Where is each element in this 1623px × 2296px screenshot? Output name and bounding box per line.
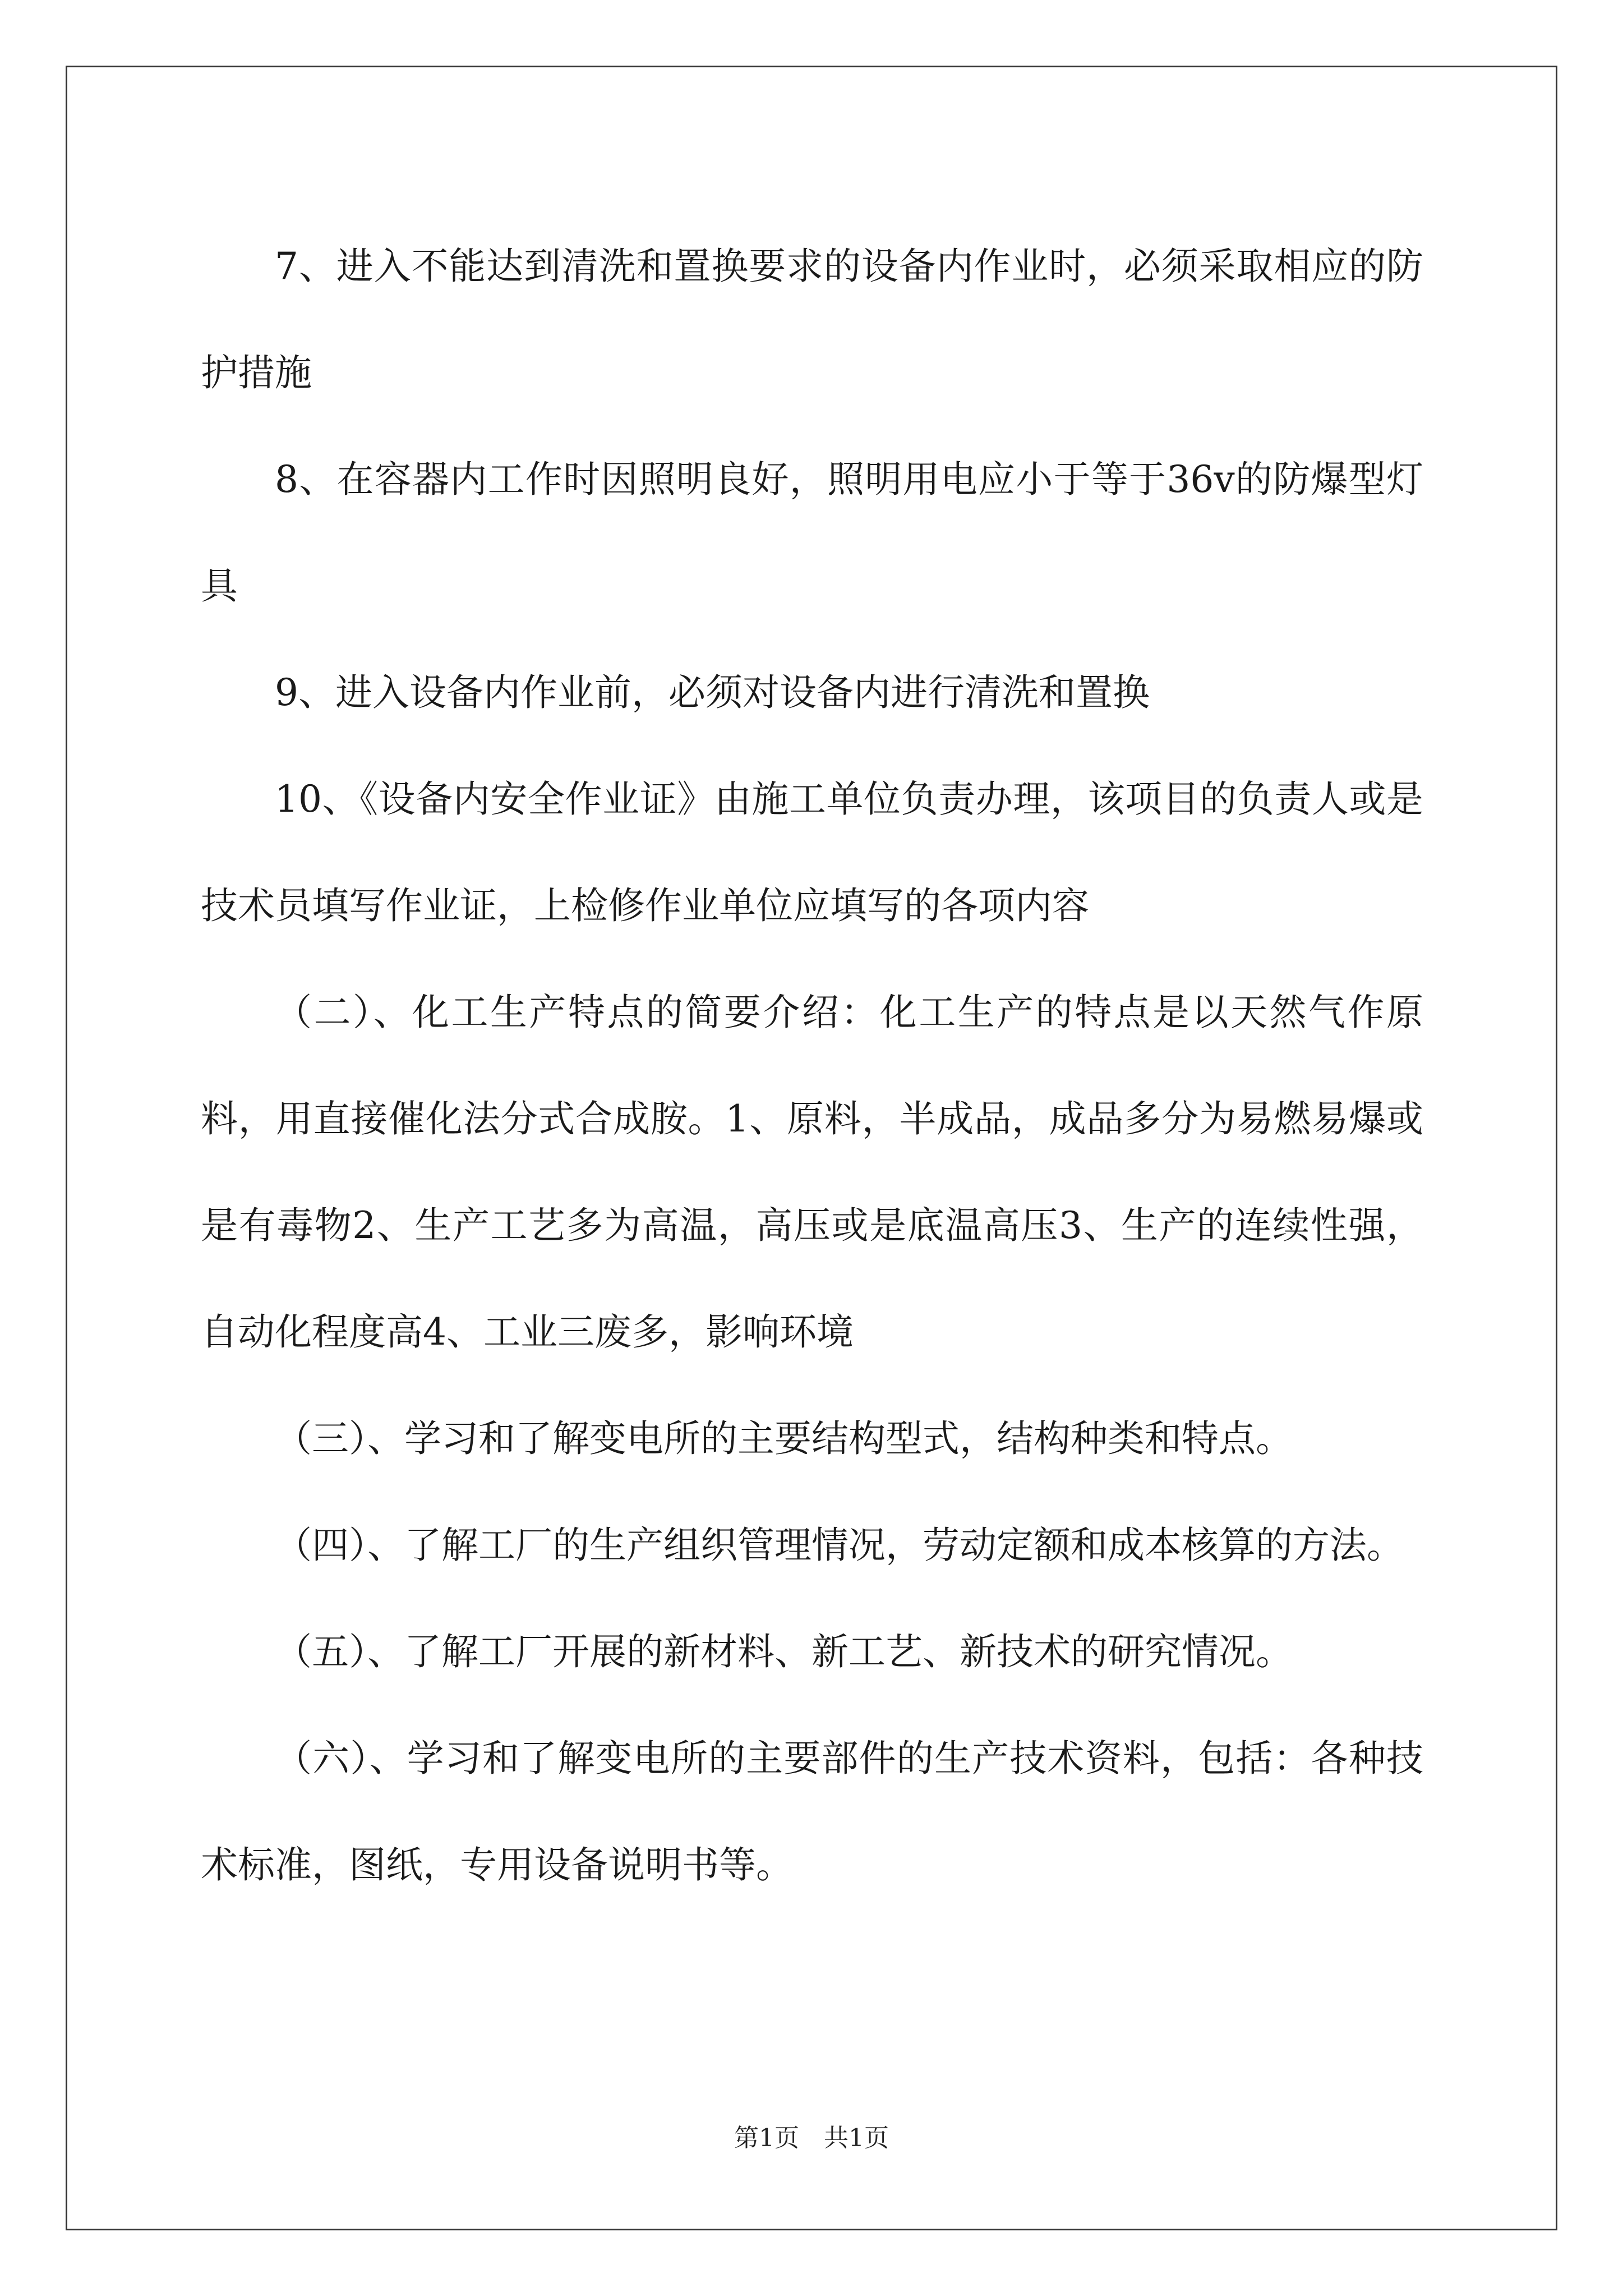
document-body <box>201 213 1423 1918</box>
paragraph-section-4: （四）、了解工厂的生产组织管理情况，劳动定额和成本核算的方法。 <box>275 1524 1404 1567</box>
paragraph-section-2: （二）、化工生产特点的简要介绍：化工生产的特点是以天然气作原料，用直接催化法分式合成胺。1、原料，半成品，成品多分为易燃易爆或是有毒物2、生产工艺多为高温，高压或是底温高压3、生产的连续性强，自动化程度高4、工业三废多，影响环境 <box>201 991 1423 1354</box>
paragraph-10: 10、《设备内安全作业证》由施工单位负责办理，该项目的负责人或是技术员填写作业证，上检修作业单位应填写的各项内容 <box>201 777 1423 927</box>
paragraph-section-3: （三）、学习和了解变电所的主要结构型式，结构种类和特点。 <box>275 1417 1293 1460</box>
paragraph-section-5: （五）、了解工厂开展的新材料、新工艺、新技术的研究情况。 <box>275 1630 1293 1673</box>
paragraph-section-6: （六）、学习和了解变电所的主要部件的生产技术资料，包括：各种技术标准，图纸，专用设备说明书等。 <box>201 1737 1423 1887</box>
paragraph-9: 9、进入设备内作业前，必须对设备内进行清洗和置换 <box>275 671 1150 714</box>
paragraph-7: 7、进入不能达到清洗和置换要求的设备内作业时，必须采取相应的防护措施 <box>201 245 1423 394</box>
page-footer: 第1页 共1页 <box>734 2124 889 2152</box>
paragraph-8: 8、在容器内工作时因照明良好，照明用电应小于等于36v的防爆型灯具 <box>201 458 1423 608</box>
